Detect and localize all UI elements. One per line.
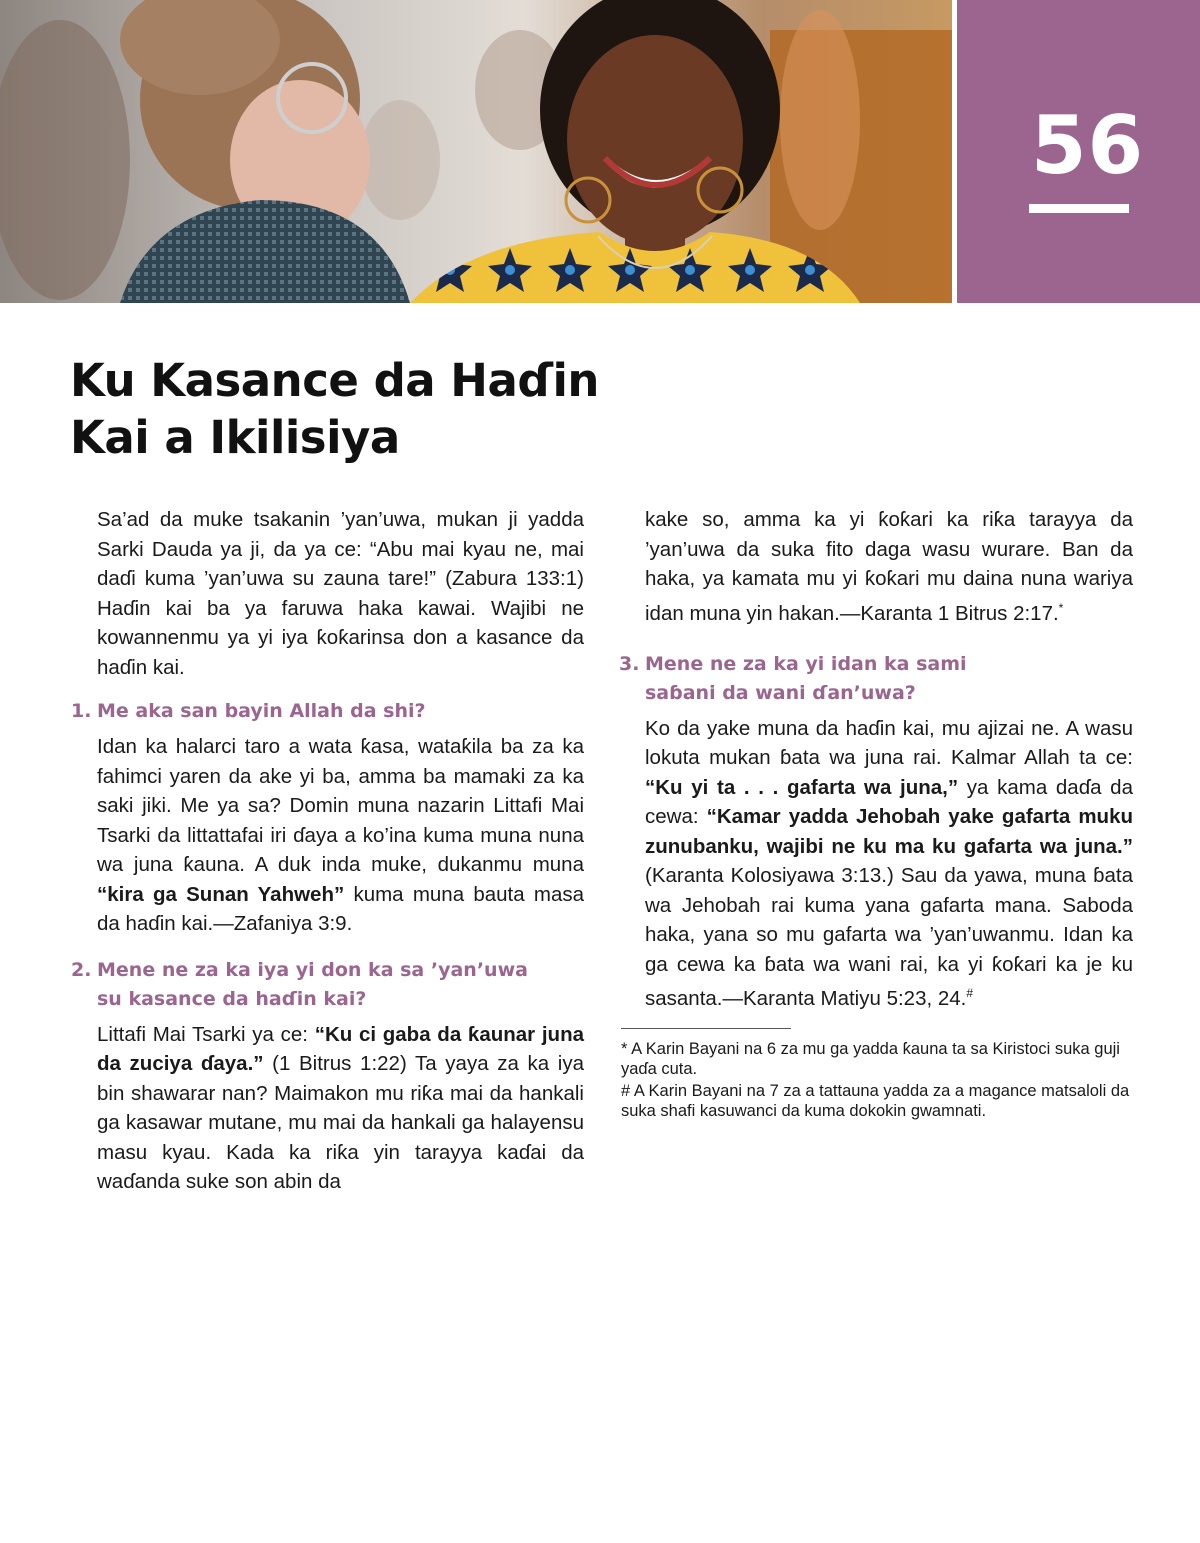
question-1-text: Me aka san bayin Allah da shi? — [97, 700, 426, 722]
section-3-paragraph — [645, 714, 1133, 1014]
section-3-text: Ko da yake muna da haɗin kai, mu ajizai ne. A wasu lokuta mukan ɓata wa juna rai. Kalmar Allah ta ce: — [645, 716, 1133, 770]
section-1-text: Idan ka halarci taro a wata ƙasa, wataƙila ba za ka fahimci yaren da ake yi ba, amma ba mamaki za ka saki jiki. Me ya sa? Domin muna nazarin Littafi Mai Tsarki da littattafai iri ɗaya a ko’ina kuma muna nuna wa juna ƙauna. A duk inda muke, dukanmu muna — [97, 735, 584, 876]
section-2-bold-quote: “Ku ci gaba da ƙaunar juna da zuciya ɗaya.” — [97, 1022, 584, 1075]
question-3-line-1: Mene ne za ka yi idan ka sami — [645, 652, 967, 675]
hero-photo — [0, 0, 952, 303]
section-2-paragraph — [97, 1020, 584, 1197]
question-2-line-1: Mene ne za ka iya yi don ka sa ’yan’uwa — [97, 958, 528, 981]
footnote-1-text: A Karin Bayani na 6 za mu ga yadda ƙauna ta sa Kiristoci suka guji yaɗa cuta. — [621, 1039, 1120, 1078]
section-1-text-after: kuma muna bauta masa da haɗin kai.—Zafaniya 3:9. — [97, 882, 584, 935]
section-1-paragraph — [97, 732, 584, 939]
section-3-bold-quote-1: “Ku yi ta . . . gafarta wa juna,” — [645, 775, 959, 799]
footnote-2 — [621, 1081, 1133, 1121]
question-1-number: 1. — [71, 700, 92, 722]
question-1 — [71, 697, 584, 726]
section-3-text-mid: ya kama daɗa da cewa: — [645, 775, 1133, 829]
lesson-title-line-2: Kai a Ikilisiya — [70, 411, 400, 464]
section-2-text-after: (1 Bitrus 1:22) Ta yaya za ka iya bin shawarar nan? Maimakon mu riƙa mai da hankali ga kasawar mutane, mu mai da hankali ga halayensu masu kyau. Kada ka riƙa yin tarayya kaɗai da waɗanda suke son abin da — [97, 1052, 584, 1193]
question-3-number: 3. — [619, 652, 640, 675]
lesson-title — [70, 352, 670, 466]
question-2-line-2: su kasance da haɗin kai? — [97, 987, 367, 1010]
section-1-bold-quote: “kira ga Sunan Yahweh” — [97, 882, 345, 906]
section-3-bold-quote-2: “Kamar yadda Jehobah yake gafarta muku zunubanku, wajibi ne ku ma ku gafarta wa juna.” — [645, 805, 1134, 858]
question-3 — [619, 650, 1133, 708]
right-column — [619, 505, 1134, 1121]
section-3-text-after: (Karanta Kolosiyawa 3:13.) Sau da yawa, muna ɓata wa Jehobah rai kuma yana gafarta mana. Saboda haka, yana so mu gafarta wa ’yan’uwanmu. Idan ka ga cewa ka ɓata wa wani rai, ka yi ƙoƙari ka je ku sasanta.—Karanta Matiyu 5:23, 24. — [645, 864, 1133, 1011]
chapter-badge — [957, 0, 1200, 303]
footnote-ref-hash[interactable]: # — [966, 986, 974, 1001]
footnote-2-text: A Karin Bayani na 7 za a tattauna yadda za a magance matsaloli da suka shafi kasuwanci da kuma dokokin gwamnati. — [621, 1081, 1130, 1120]
footnote-1-mark: * — [621, 1039, 628, 1058]
footnote-2-mark: # — [621, 1081, 631, 1100]
footnote-1 — [621, 1039, 1133, 1079]
hero-photo-illustration — [0, 0, 952, 303]
footnote-ref-star[interactable]: * — [1058, 600, 1064, 615]
question-2-number: 2. — [71, 958, 92, 981]
section-2-continued-text: kake so, amma ka yi ƙoƙari ka riƙa tarayya da ’yan’uwa da suka fito daga wasu wurare. Ban da haka, ya kamata mu yi ƙoƙari mu daina nuna wariya idan muna yin hakan.—Karanta 1 Bitrus 2:17. — [645, 508, 1133, 625]
chapter-number: 56 — [1030, 99, 1145, 192]
intro-paragraph: Sa’ad da muke tsakanin ’yan’uwa, mukan ji yadda Sarki Dauda ya ji, da ya ce: “Abu mai kyau ne, mai daɗi kuma ’yan’uwa su zauna tare!” (Zabura 133:1) Haɗin kai ba ya faruwa haka kawai. Wajibi ne kowannenmu ya yi iya ƙoƙarinsa don a kasance da haɗin kai. — [97, 508, 584, 679]
lesson-title-line-1: Ku Kasance da Haɗin — [70, 354, 599, 407]
footnote-divider — [621, 1028, 791, 1029]
left-column — [71, 505, 584, 1197]
question-3-line-2: saɓani da wani ɗan’uwa? — [645, 681, 916, 704]
section-2-continued — [645, 505, 1133, 628]
question-2 — [71, 956, 584, 1014]
chapter-number-underline — [1029, 204, 1129, 213]
section-2-text: Littafi Mai Tsarki ya ce: — [97, 1022, 315, 1046]
